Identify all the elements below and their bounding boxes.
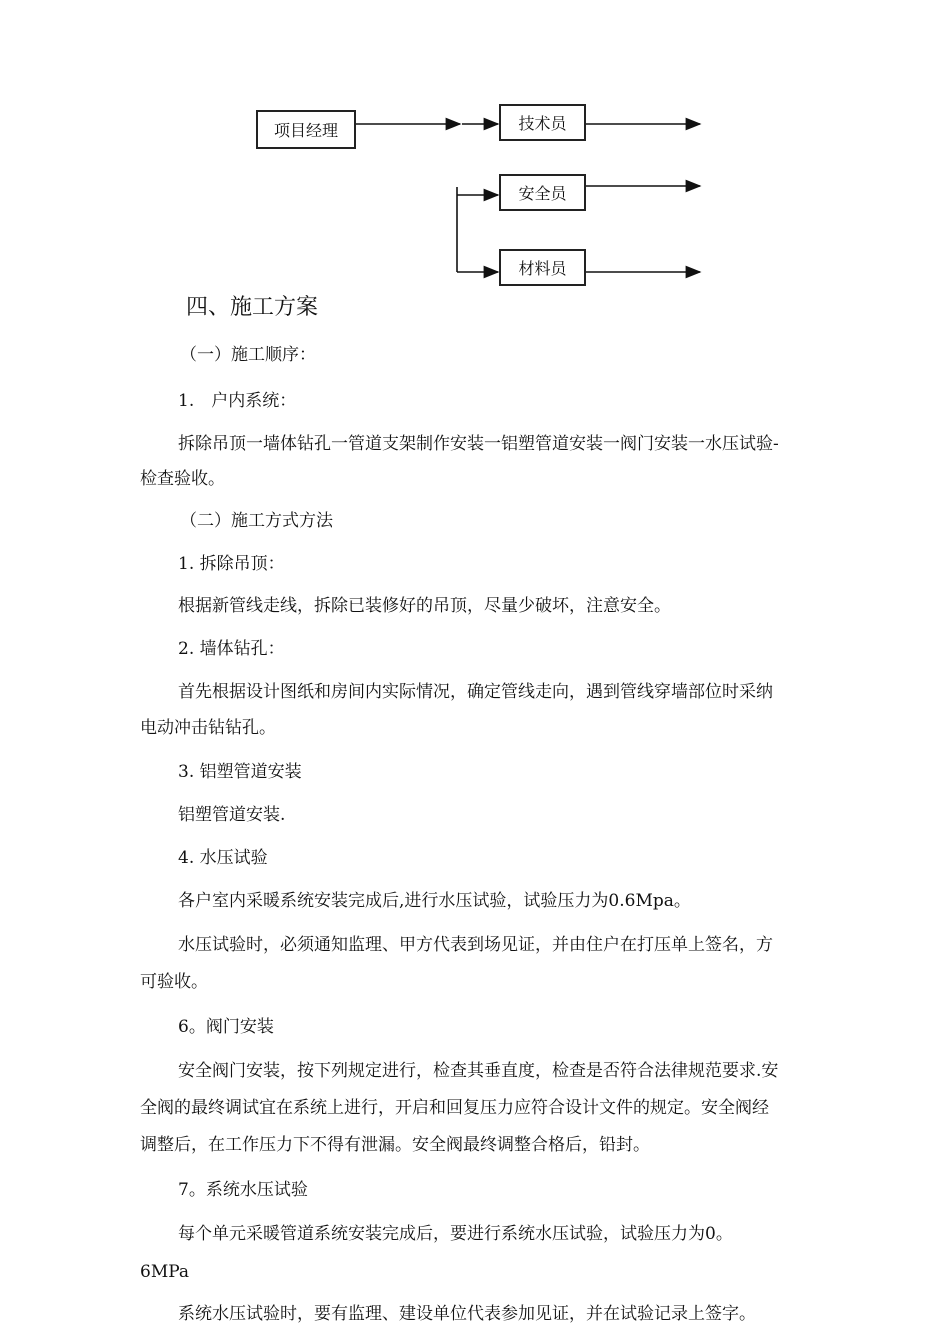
paragraph-line: 电动冲击钻钻孔。 bbox=[140, 718, 276, 738]
tech-label: 技术员 bbox=[518, 114, 567, 133]
material-label: 材料员 bbox=[518, 259, 567, 278]
org-chart-connectors bbox=[0, 0, 950, 300]
item-system-pressure-test: 7。系统水压试验 bbox=[178, 1180, 308, 1200]
paragraph-line: 水压试验时，必须通知监理、甲方代表到场见证，并由住户在打压单上签名，方 bbox=[178, 935, 773, 955]
tech-box bbox=[499, 104, 586, 141]
item-pressure-test: 4. 水压试验 bbox=[178, 848, 268, 868]
paragraph-line: 首先根据设计图纸和房间内实际情况，确定管线走向，遇到管线穿墙部位时采纳 bbox=[178, 682, 773, 702]
item-wall-drilling: 2. 墙体钻孔： bbox=[178, 639, 285, 659]
paragraph-line: 安全阀门安装，按下列规定进行，检查其垂直度，检查是否符合法律规范要求.安 bbox=[178, 1061, 779, 1081]
paragraph-line: 调整后，在工作压力下不得有泄漏。安全阀最终调整合格后，铅封。 bbox=[140, 1135, 650, 1155]
item-pipe-install: 3. 铝塑管道安装 bbox=[178, 762, 302, 782]
material-box bbox=[499, 249, 586, 286]
paragraph-line: 系统水压试验时，要有监理、建设单位代表参加见证，并在试验记录上签字。 bbox=[178, 1304, 756, 1324]
manager-box bbox=[256, 110, 356, 149]
item-valve-install: 6。阀门安装 bbox=[178, 1017, 274, 1037]
safety-label: 安全员 bbox=[518, 184, 567, 203]
paragraph-line: 各户室内采暖系统安装完成后,进行水压试验，试验压力为0.6Mpa。 bbox=[178, 891, 691, 911]
safety-box bbox=[499, 174, 586, 211]
org-chart bbox=[0, 0, 950, 300]
manager-label: 项目经理 bbox=[273, 121, 338, 140]
paragraph-line: 拆除吊顶一墙体钻孔一管道支架制作安装一铝塑管道安装一阀门安装一水压试验- bbox=[178, 434, 779, 454]
paragraph-line: 根据新管线走线，拆除已装修好的吊顶，尽量少破坏，注意安全。 bbox=[178, 596, 671, 616]
subheading-order: （一）施工顺序： bbox=[180, 345, 316, 365]
item-remove-ceiling: 1. 拆除吊顶： bbox=[178, 554, 285, 574]
subheading-methods: （二）施工方式方法 bbox=[180, 511, 333, 531]
paragraph-line: 检查验收。 bbox=[140, 469, 225, 489]
paragraph-line: 6MPa bbox=[140, 1262, 190, 1282]
paragraph-line: 可验收。 bbox=[140, 972, 208, 992]
paragraph-line: 每个单元采暖管道系统安装完成后，要进行系统水压试验，试验压力为0。 bbox=[178, 1224, 733, 1244]
section-title: 四、施工方案 bbox=[186, 295, 319, 320]
item-indoor-system: 1. 户内系统： bbox=[178, 391, 297, 411]
paragraph-line: 铝塑管道安装. bbox=[178, 805, 286, 825]
paragraph-line: 全阀的最终调试宜在系统上进行，开启和回复压力应符合设计文件的规定。安全阀经 bbox=[140, 1098, 769, 1118]
